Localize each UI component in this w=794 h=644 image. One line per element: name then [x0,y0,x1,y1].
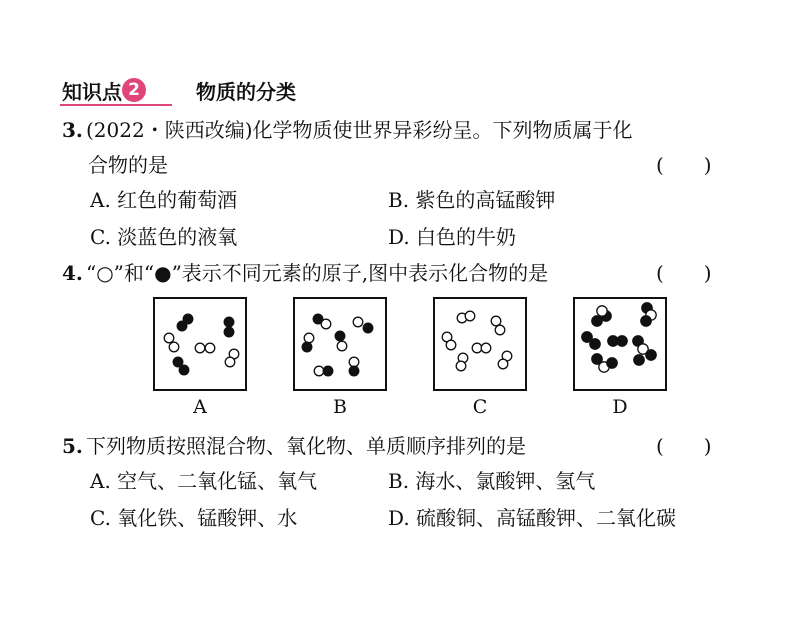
q5-number: 5. [62,434,83,458]
q3-option-c: C. 淡蓝色的液氧 [90,225,238,249]
diagram-d-molecules [575,299,665,389]
q3-option-a: A. 红色的葡萄酒 [90,188,238,212]
section-label: 知识点 [62,80,122,104]
q5-stem: 下列物质按照混合物、氧化物、单质顺序排列的是 [86,434,526,458]
q3-option-b: B. 紫色的高锰酸钾 [388,188,556,212]
diagram-a-molecules [155,299,245,389]
q3-answer-blank: ( ) [656,153,712,177]
q3-option-d: D. 白色的牛奶 [388,225,517,249]
q5-option-d: D. 硫酸铜、高锰酸钾、二氧化碳 [388,506,677,530]
diagram-box-a [153,297,247,391]
q5-option-c: C. 氧化铁、锰酸钾、水 [90,506,298,530]
diagram-box-d [573,297,667,391]
q5-option-b: B. 海水、氯酸钾、氢气 [388,469,596,493]
q5-answer-blank: ( ) [656,434,712,458]
diagram-caption-d: D [612,396,628,418]
q3-stem-line1: (2022・陕西改编)化学物质使世界异彩纷呈。下列物质属于化 [86,118,633,142]
section-number: 2 [122,78,146,102]
diagram-c-molecules [435,299,525,389]
q4-stem: “○”和“●”表示不同元素的原子,图中表示化合物的是 [86,261,549,285]
q3-number: 3. [62,118,83,142]
section-title: 物质的分类 [196,80,296,104]
diagram-b-molecules [295,299,385,389]
section-underline [60,104,172,106]
diagram-caption-c: C [472,396,488,418]
q3-stem-line2: 合物的是 [88,153,168,177]
diagram-caption-b: B [333,396,347,418]
q4-number: 4. [62,261,83,285]
diagram-box-c [433,297,527,391]
section-number-badge [122,78,146,102]
q5-option-a: A. 空气、二氧化锰、氧气 [90,469,318,493]
q4-answer-blank: ( ) [656,261,712,285]
diagram-box-b [293,297,387,391]
diagram-caption-a: A [193,396,207,418]
